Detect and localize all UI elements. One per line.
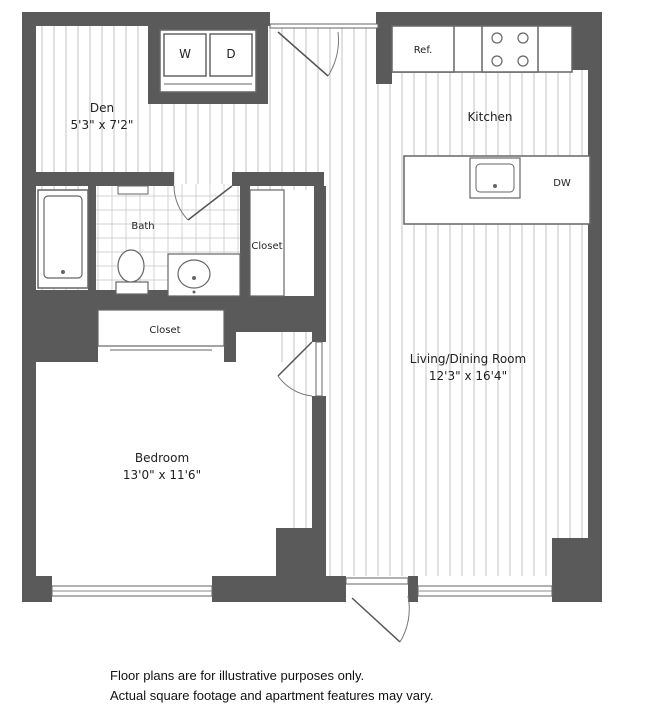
bath-name: Bath [131,221,155,232]
kitchen-island [404,156,590,224]
bedroom-closet-name: Closet [149,325,181,336]
living-name: Living/Dining Room [409,352,527,366]
den-name: Den [89,101,115,115]
fridge-label: Ref. [413,45,433,56]
kitchen-name: Kitchen [467,110,513,124]
balcony-door [346,578,409,642]
cooktop [482,26,538,72]
hall-closet-name: Closet [251,241,283,252]
bedroom-name: Bedroom [134,451,190,465]
washer-label: W [179,47,191,61]
vanity-sink-icon [168,254,240,296]
dishwasher-label: DW [553,178,571,189]
living-dims: 12'3" x 16'4" [428,369,508,383]
den-dims: 5'3" x 7'2" [70,118,134,132]
laundry [160,30,256,92]
bedroom-dims: 13'0" x 11'6" [122,468,202,482]
dryer-label: D [226,47,236,61]
disclaimer-line-1: Floor plans are for illustrative purposes only. [110,668,365,683]
disclaimer-line-2: Actual square footage and apartment features may vary. [110,688,434,703]
